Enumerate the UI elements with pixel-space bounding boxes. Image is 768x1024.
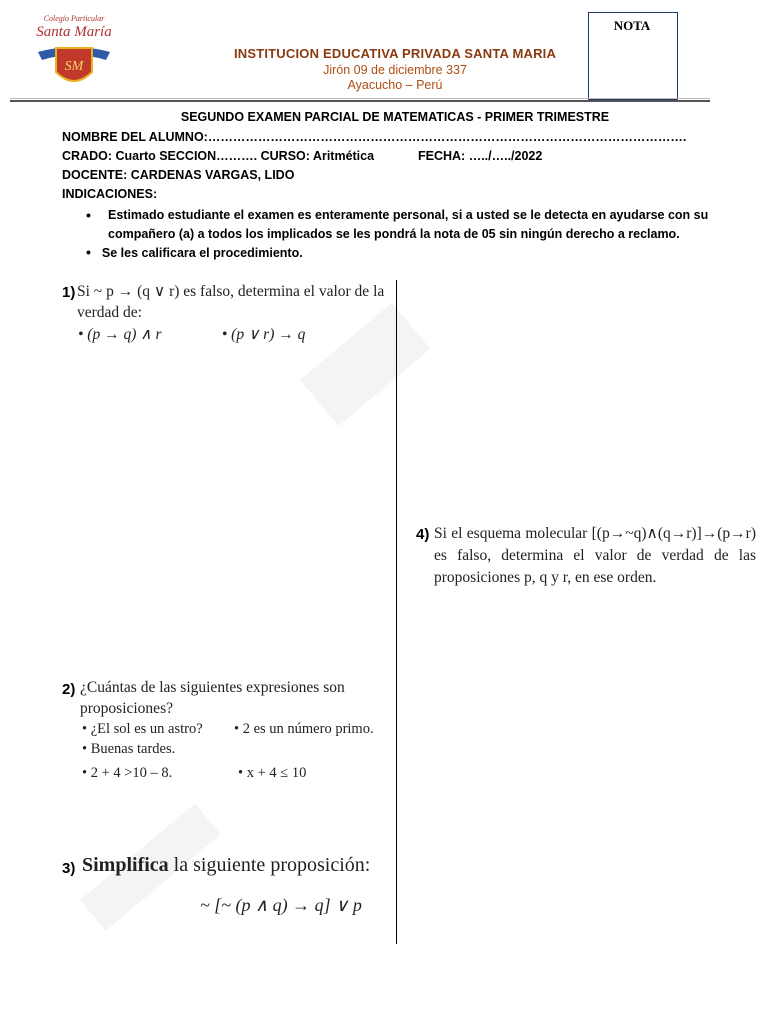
question-2-number: 2) (62, 681, 76, 698)
logo-script-bottom: Santa María (36, 24, 112, 40)
date-line: FECHA: …../…../2022 (418, 149, 543, 163)
school-address (150, 63, 640, 93)
grade-section-course-line: CRADO: Cuarto SECCION………. CURSO: Aritmética (62, 149, 375, 163)
question-3-number: 3) (62, 860, 76, 877)
school-name: INSTITUCION EDUCATIVA PRIVADA SANTA MARIA (233, 46, 557, 61)
indication-item (86, 206, 746, 244)
address-line-2: Ayacucho – Perú (347, 78, 443, 92)
bullet-icon: • (86, 244, 91, 260)
indication-text: Se les calificara el procedimiento. (101, 246, 303, 260)
header-divider (10, 100, 710, 102)
column-divider (396, 280, 397, 944)
student-name-line: NOMBRE DEL ALUMNO:……………………………………………………………………………………………………. (62, 130, 687, 144)
header-divider-light (10, 98, 710, 99)
question-2-item: • x + 4 ≤ 10 (238, 765, 307, 781)
logo-script-top: Colegio Particular (43, 14, 105, 23)
indications-heading: INDICACIONES: (62, 187, 158, 201)
bullet-icon: • (86, 207, 91, 223)
question-4-text: Si el esquema molecular [(p→~q)∧(q→r)]→(p→r) es falso, determina el valor de verdad de las proposiciones p, q y r, en ese orden. (434, 525, 756, 586)
question-2-text: ¿Cuántas de las siguientes expresiones son proposiciones? (80, 679, 345, 717)
question-1-text: Si ~ p → (q ∨ r) es falso, determina el valor de la verdad de: (77, 283, 385, 321)
school-logo (18, 12, 130, 92)
question-3-text (82, 854, 370, 877)
question-2-item: • ¿El sol es un astro? (82, 721, 203, 737)
question-3-formula: ~ [~ (p ∧ q) → q] ∨ p (200, 895, 362, 915)
question-1-item: • (p ∨ r) → q (221, 326, 306, 343)
question-4-number: 4) (416, 526, 430, 543)
indication-item (86, 244, 303, 260)
teacher-line: DOCENTE: CARDENAS VARGAS, LIDO (62, 168, 295, 182)
address-line-1: Jirón 09 de diciembre 337 (323, 63, 467, 77)
grade-box-label: NOTA (613, 18, 651, 33)
question-3-verb: Simplifica (82, 854, 169, 876)
question-1-items (78, 325, 388, 344)
logo-monogram: SM (64, 59, 84, 74)
indication-text: Estimado estudiante el examen es enteramente personal, si a usted se le detecta en ayudarse con su compañero (a) a todos los implicados se les pondrá la nota de 05 sin ningún derecho a reclamo. (108, 208, 709, 241)
question-2-item: • Buenas tardes. (82, 741, 176, 757)
question-2-item: • 2 + 4 >10 – 8. (82, 765, 173, 781)
question-3-rest: la siguiente proposición: (168, 854, 371, 876)
exam-title: SEGUNDO EXAMEN PARCIAL DE MATEMATICAS - PRIMER TRIMESTRE (180, 110, 610, 124)
question-2-item: • 2 es un número primo. (234, 721, 374, 737)
question-1-number: 1) (62, 284, 76, 301)
question-1-item: • (p → q) ∧ r (78, 326, 162, 343)
